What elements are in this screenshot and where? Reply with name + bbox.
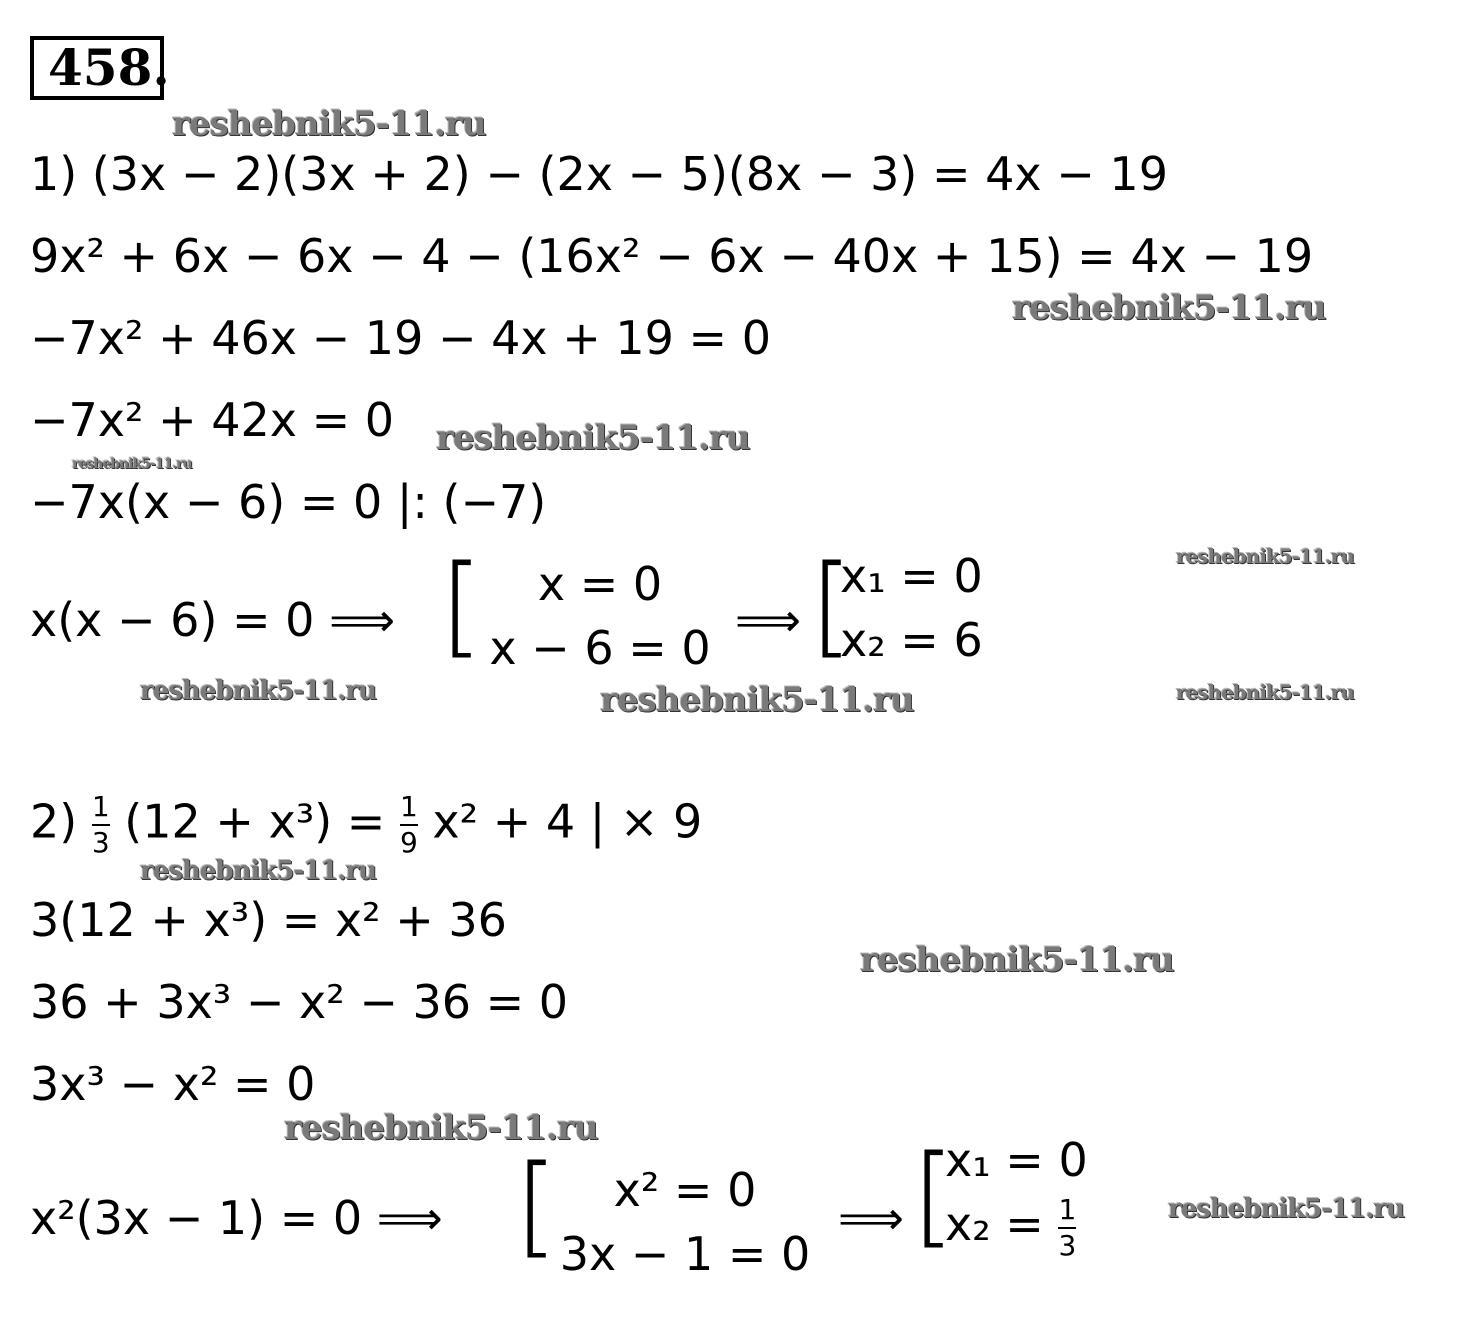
part2-line-1 xyxy=(30,790,702,860)
part2-line-3: 36 + 3x³ − x² − 36 = 0 xyxy=(30,975,569,1029)
watermark: reshebnik5-11.ru xyxy=(436,418,750,458)
part2-arrow: ⟹ xyxy=(838,1191,904,1245)
part1-system2-bracket: [ xyxy=(810,541,853,669)
part1-line-2: 9x² + 6x − 6x − 4 − (16x² − 6x − 40x + 15) = 4x − 19 xyxy=(30,229,1314,283)
watermark: reshebnik5-11.ru xyxy=(1176,680,1354,704)
part2-line-2: 3(12 + x³) = x² + 36 xyxy=(30,893,507,947)
part2-system1 xyxy=(550,1158,820,1286)
part1-system1-bracket: [ xyxy=(440,541,483,669)
part2-mid: (12 + x³) = xyxy=(124,794,386,849)
part1-system1-eq1: x = 0 xyxy=(537,557,663,611)
part1-line-1: 1) (3x − 2)(3x + 2) − (2x − 5)(8x − 3) = 4x − 19 xyxy=(30,147,1168,201)
root-num: 1 xyxy=(1058,1192,1077,1226)
part1-line-5: −7x(x − 6) = 0 |: (−7) xyxy=(30,475,547,529)
frac2-den: 9 xyxy=(399,826,418,859)
part2-root-2-lhs: x₂ = xyxy=(945,1197,1044,1251)
part1-root-2: x₂ = 6 xyxy=(840,613,983,667)
watermark: reshebnik5-11.ru xyxy=(860,940,1174,980)
part2-system2 xyxy=(945,1128,1088,1263)
part1-system1 xyxy=(480,552,720,680)
part2-fraction-1 xyxy=(92,790,110,860)
root-den: 3 xyxy=(1058,1228,1077,1262)
watermark: reshebnik5-11.ru xyxy=(1012,288,1326,328)
watermark: reshebnik5-11.ru xyxy=(600,680,914,720)
part2-system2-bracket: [ xyxy=(912,1131,955,1259)
problem-number: 458. xyxy=(30,36,164,100)
part2-system1-eq1: x² = 0 xyxy=(613,1163,757,1217)
part2-system1-eq2: 3x − 1 = 0 xyxy=(559,1227,811,1281)
part2-root-fraction xyxy=(1058,1193,1076,1263)
part2-line-4: 3x³ − x² = 0 xyxy=(30,1057,316,1111)
frac1-den: 3 xyxy=(91,826,110,859)
watermark: reshebnik5-11.ru xyxy=(1168,1194,1405,1224)
part2-tail: x² + 4 | × 9 xyxy=(432,794,703,849)
part1-line-3: −7x² + 46x − 19 − 4x + 19 = 0 xyxy=(30,311,771,365)
part1-root-1: x₁ = 0 xyxy=(840,549,983,603)
watermark: reshebnik5-11.ru xyxy=(72,456,192,472)
part2-system1-bracket: [ xyxy=(515,1141,558,1269)
part1-line-4: −7x² + 42x = 0 xyxy=(30,393,395,447)
frac1-num: 1 xyxy=(91,790,110,823)
part1-system1-eq2: x − 6 = 0 xyxy=(489,621,711,675)
watermark: reshebnik5-11.ru xyxy=(140,676,377,706)
watermark: reshebnik5-11.ru xyxy=(1176,544,1354,568)
watermark: reshebnik5-11.ru xyxy=(140,856,377,886)
part2-root-1: x₁ = 0 xyxy=(945,1133,1088,1187)
watermark: reshebnik5-11.ru xyxy=(284,1108,598,1148)
part2-prefix: 2) xyxy=(30,794,78,849)
part1-arrow: ⟹ xyxy=(735,593,801,647)
watermark: reshebnik5-11.ru xyxy=(172,104,486,144)
part1-final-lhs: x(x − 6) = 0 ⟹ xyxy=(30,593,396,647)
part2-fraction-2 xyxy=(400,790,418,860)
frac2-num: 1 xyxy=(399,790,418,823)
part1-system2 xyxy=(840,544,983,672)
part2-final-lhs: x²(3x − 1) = 0 ⟹ xyxy=(30,1191,443,1245)
part2-root-2 xyxy=(945,1192,1088,1263)
